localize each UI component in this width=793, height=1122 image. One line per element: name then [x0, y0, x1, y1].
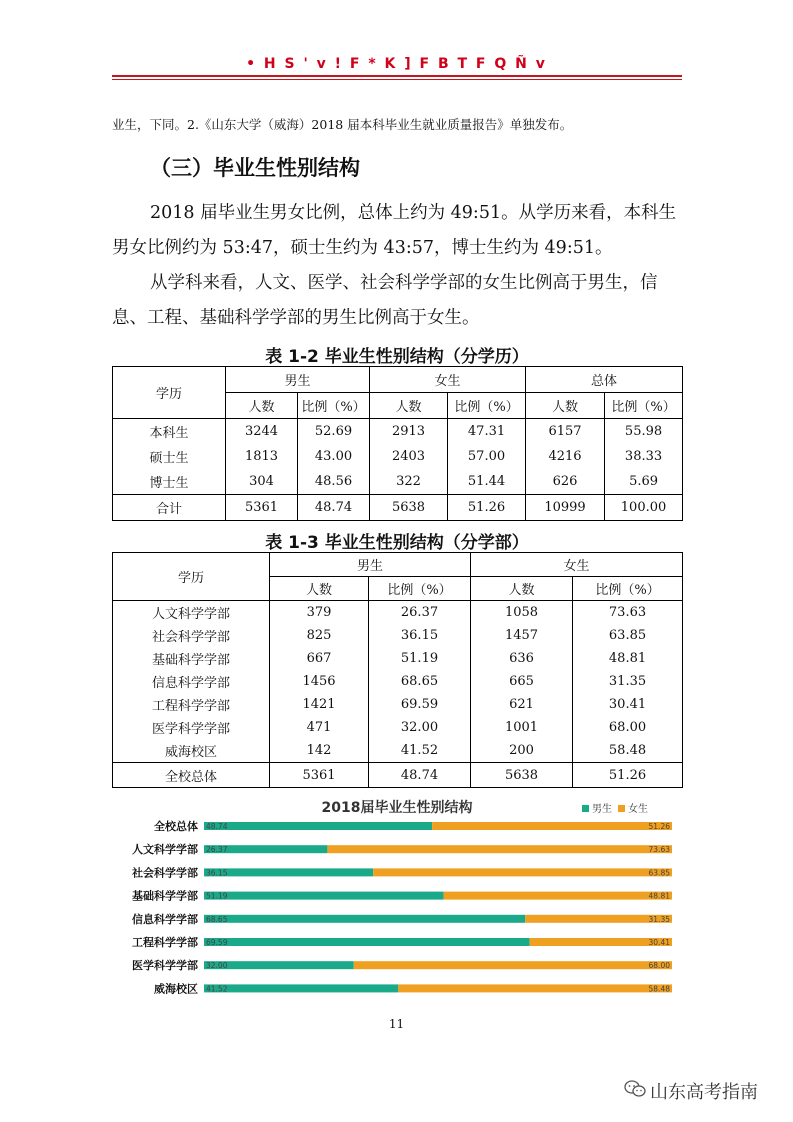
total-cell: 48.74 [298, 495, 370, 521]
table-cell: 1001 [471, 716, 573, 739]
table-cell: 379 [270, 601, 369, 625]
footnote-text: 业生，下同。2.《山东大学（威海）2018 届本科毕业生就业质量报告》单独发布。 [112, 117, 573, 132]
table-cell: 142 [270, 739, 369, 763]
chart-title: 2018届毕业生性别结构 [321, 800, 473, 816]
total-cell: 5638 [471, 763, 573, 788]
category-label: 社会科学学部 [132, 866, 198, 880]
table-row [113, 419, 683, 445]
category-label: 威海校区 [154, 982, 198, 996]
bar-female [373, 868, 672, 876]
table-cell: 2913 [370, 419, 448, 445]
row-label-cell: 社会科学学部 [113, 624, 270, 647]
data-label-female: 63.85 [648, 868, 670, 878]
row-label-cell: 威海校区 [113, 739, 270, 763]
table-row [113, 693, 683, 716]
table-cell: 48.56 [298, 469, 370, 495]
table1-caption: 表 1-2 毕业生性别结构（分学历） [265, 347, 529, 367]
legend-label-female: 女生 [628, 804, 648, 815]
table-cell: 63.85 [573, 624, 683, 647]
paragraph-overall-ratio: 2018 届毕业生男女比例，总体上约为 49:51。从学历来看，本科生男女比例约为 53:47，硕士生约为 43:57，博士生约为 49:51。 [112, 203, 677, 258]
category-label: 信息科学学部 [132, 912, 198, 926]
subheader-cell: 比例（%） [573, 577, 683, 601]
group-header-female: 女生 [471, 553, 683, 577]
table-cell: 1058 [471, 601, 573, 625]
table-cell: 667 [270, 647, 369, 670]
bar-female [432, 822, 672, 830]
legend-swatch-female [618, 805, 625, 812]
table-row [113, 739, 683, 763]
table-total-row [113, 763, 683, 788]
table-cell: 47.31 [448, 419, 526, 445]
table2-caption: 表 1-3 毕业生性别结构（分学部） [265, 533, 529, 553]
bar-female [354, 961, 672, 969]
paragraph-discipline-ratio: 从学科来看，人文、医学、社会科学学部的女生比例高于男生，信息、工程、基础科学学部的男生比例高于女生。 [112, 273, 658, 328]
header-rule-thin [112, 79, 682, 80]
table-cell: 636 [471, 647, 573, 670]
category-label: 人文科学学部 [132, 843, 198, 857]
total-label-cell: 全校总体 [113, 763, 270, 788]
table-total-row [113, 495, 683, 521]
table-cell: 200 [471, 739, 573, 763]
subheader-cell: 比例（%） [369, 577, 471, 601]
table-gender-by-faculty [112, 552, 683, 788]
row-label-cell: 信息科学学部 [113, 670, 270, 693]
table-cell: 304 [226, 469, 298, 495]
data-label-female: 48.81 [648, 891, 670, 901]
subheader-cell: 比例（%） [298, 393, 370, 419]
row-label-cell: 硕士生 [113, 444, 226, 469]
chart-svg [112, 794, 682, 1004]
category-label: 全校总体 [154, 820, 198, 833]
table-cell: 51.44 [448, 469, 526, 495]
row-label-cell: 基础科学学部 [113, 647, 270, 670]
group-header-total: 总体 [526, 367, 683, 393]
data-label-male: 68.65 [206, 914, 228, 924]
wechat-icon [624, 1080, 646, 1098]
table-cell: 69.59 [369, 693, 471, 716]
group-header-male: 男生 [270, 553, 471, 577]
row-label-cell: 本科生 [113, 419, 226, 445]
row-header-cell: 学历 [113, 367, 226, 419]
data-label-female: 31.35 [648, 914, 670, 924]
total-cell: 100.00 [605, 495, 683, 521]
table-cell: 57.00 [448, 444, 526, 469]
table-cell: 1813 [226, 444, 298, 469]
table-row [113, 624, 683, 647]
group-header-male: 男生 [226, 367, 370, 393]
table-cell: 3244 [226, 419, 298, 445]
data-label-male: 36.15 [206, 868, 228, 878]
data-label-female: 68.00 [648, 961, 670, 971]
category-label: 工程科学学部 [132, 936, 198, 949]
total-cell: 51.26 [573, 763, 683, 788]
table-cell: 68.00 [573, 716, 683, 739]
table-cell: 38.33 [605, 444, 683, 469]
table-cell: 322 [370, 469, 448, 495]
table-cell: 1456 [270, 670, 369, 693]
table-cell: 621 [471, 693, 573, 716]
total-cell: 51.26 [448, 495, 526, 521]
table-row [113, 601, 683, 625]
section-heading: （三）毕业生性别结构 [150, 156, 360, 180]
table-cell: 26.37 [369, 601, 471, 625]
table-cell: 68.65 [369, 670, 471, 693]
total-cell: 5361 [226, 495, 298, 521]
table-row [113, 716, 683, 739]
table-cell: 2403 [370, 444, 448, 469]
bar-female [398, 984, 672, 992]
table-cell: 43.00 [298, 444, 370, 469]
data-label-male: 51.19 [206, 891, 228, 901]
subheader-cell: 人数 [226, 393, 298, 419]
subheader-cell: 人数 [370, 393, 448, 419]
row-label-cell: 工程科学学部 [113, 693, 270, 716]
total-cell: 48.74 [369, 763, 471, 788]
row-label-cell: 博士生 [113, 469, 226, 495]
bar-male [204, 984, 398, 992]
running-header: • H S ' v ! F * K ] F B T F Q Ñ v [246, 56, 547, 72]
table-gender-by-degree [112, 366, 683, 521]
total-cell: 5638 [370, 495, 448, 521]
bar-male [204, 915, 525, 923]
bar-male [204, 892, 444, 900]
legend-swatch-male [582, 805, 589, 812]
total-cell: 10999 [526, 495, 605, 521]
bar-female [444, 892, 672, 900]
table-cell: 30.41 [573, 693, 683, 716]
data-label-male: 41.52 [206, 984, 228, 994]
data-label-female: 73.63 [648, 845, 670, 855]
subheader-cell: 比例（%） [605, 393, 683, 419]
table-cell: 55.98 [605, 419, 683, 445]
table-cell: 471 [270, 716, 369, 739]
data-label-male: 26.37 [206, 845, 228, 855]
watermark-text: 山东高考指南 [650, 1082, 758, 1103]
total-cell: 5361 [270, 763, 369, 788]
data-label-female: 51.26 [648, 822, 670, 831]
table-cell: 665 [471, 670, 573, 693]
gender-structure-chart [112, 794, 682, 1004]
table-cell: 1457 [471, 624, 573, 647]
row-header-cell: 学历 [113, 553, 270, 601]
subheader-cell: 人数 [471, 577, 573, 601]
group-header-female: 女生 [370, 367, 526, 393]
table-cell: 1421 [270, 693, 369, 716]
table-cell: 5.69 [605, 469, 683, 495]
table-cell: 4216 [526, 444, 605, 469]
category-label: 基础科学学部 [132, 889, 198, 903]
table-cell: 51.19 [369, 647, 471, 670]
total-label-cell: 合计 [113, 495, 226, 521]
table-cell: 36.15 [369, 624, 471, 647]
table-cell: 6157 [526, 419, 605, 445]
bar-male [204, 822, 432, 830]
table-cell: 626 [526, 469, 605, 495]
table-cell: 825 [270, 624, 369, 647]
data-label-male: 32.00 [206, 961, 228, 971]
data-label-female: 58.48 [648, 984, 670, 994]
table-row [113, 647, 683, 670]
bar-male [204, 868, 373, 876]
data-label-female: 30.41 [648, 938, 670, 947]
table-row [113, 670, 683, 693]
legend-label-male: 男生 [592, 804, 612, 815]
table-cell: 73.63 [573, 601, 683, 625]
table-cell: 52.69 [298, 419, 370, 445]
table-row [113, 469, 683, 495]
table-cell: 32.00 [369, 716, 471, 739]
page-number: 11 [388, 1017, 405, 1031]
bar-male [204, 938, 530, 946]
bar-female [327, 845, 672, 853]
data-label-male: 69.59 [206, 938, 228, 947]
table-row [113, 444, 683, 469]
subheader-cell: 人数 [270, 577, 369, 601]
table-cell: 48.81 [573, 647, 683, 670]
subheader-cell: 比例（%） [448, 393, 526, 419]
header-rule [112, 75, 682, 77]
data-label-male: 48.74 [206, 822, 228, 831]
table-cell: 31.35 [573, 670, 683, 693]
row-label-cell: 医学科学学部 [113, 716, 270, 739]
table-cell: 58.48 [573, 739, 683, 763]
category-label: 医学科学学部 [132, 959, 198, 973]
subheader-cell: 人数 [526, 393, 605, 419]
table-cell: 41.52 [369, 739, 471, 763]
row-label-cell: 人文科学学部 [113, 601, 270, 625]
